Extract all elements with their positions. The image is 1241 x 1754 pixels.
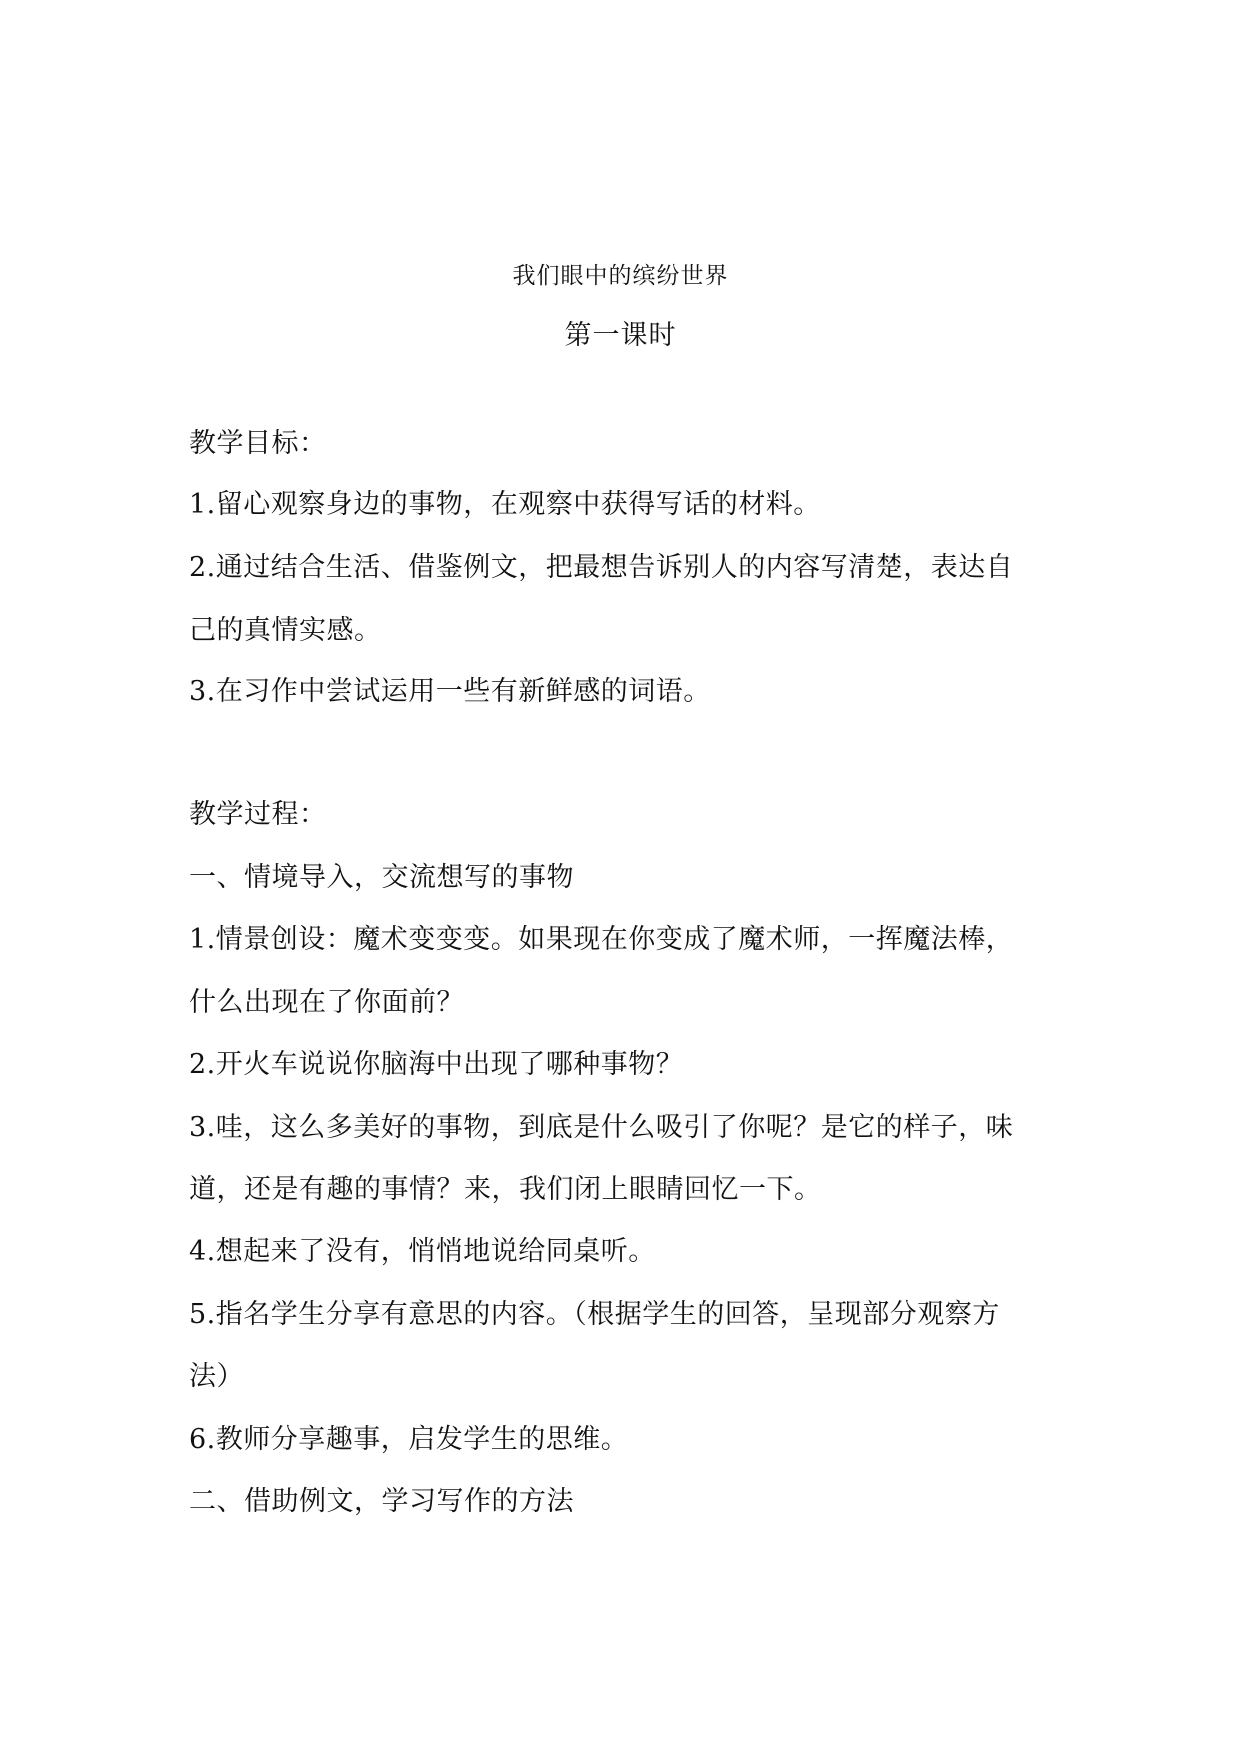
- process-line: 1.情景创设：魔术变变变。如果现在你变成了魔术师，一挥魔法棒，: [189, 924, 1014, 955]
- objective-line: 1.留心观察身边的事物，在观察中获得写话的材料。: [189, 489, 821, 520]
- process-line: 6.教师分享趣事，启发学生的思维。: [189, 1424, 629, 1455]
- process-line: 什么出现在了你面前？: [189, 987, 464, 1018]
- process-line: 3.哇，这么多美好的事物，到底是什么吸引了你呢？是它的样子，味: [189, 1112, 1014, 1143]
- process-heading: 教学过程：: [189, 799, 327, 830]
- process-line: 4.想起来了没有，悄悄地说给同桌听。: [189, 1236, 656, 1267]
- section-heading: 一、情境导入，交流想写的事物: [189, 862, 574, 893]
- document-title: 我们眼中的缤纷世界: [512, 263, 729, 289]
- objective-line: 己的真情实感。: [189, 615, 382, 646]
- process-line: 法）: [189, 1361, 244, 1392]
- process-line: 5.指名学生分享有意思的内容。（根据学生的回答，呈现部分观察方: [189, 1299, 1000, 1330]
- process-line: 2.开火车说说你脑海中出现了哪种事物？: [189, 1049, 684, 1080]
- document-subtitle: 第一课时: [564, 320, 677, 351]
- process-line: 道，还是有趣的事情？来，我们闭上眼睛回忆一下。: [189, 1174, 822, 1205]
- objective-line: 3.在习作中尝试运用一些有新鲜感的词语。: [189, 676, 711, 707]
- objectives-heading: 教学目标：: [189, 428, 327, 459]
- section-heading: 二、借助例文，学习写作的方法: [189, 1486, 574, 1517]
- objective-line: 2.通过结合生活、借鉴例文，把最想告诉别人的内容写清楚，表达自: [189, 552, 1014, 583]
